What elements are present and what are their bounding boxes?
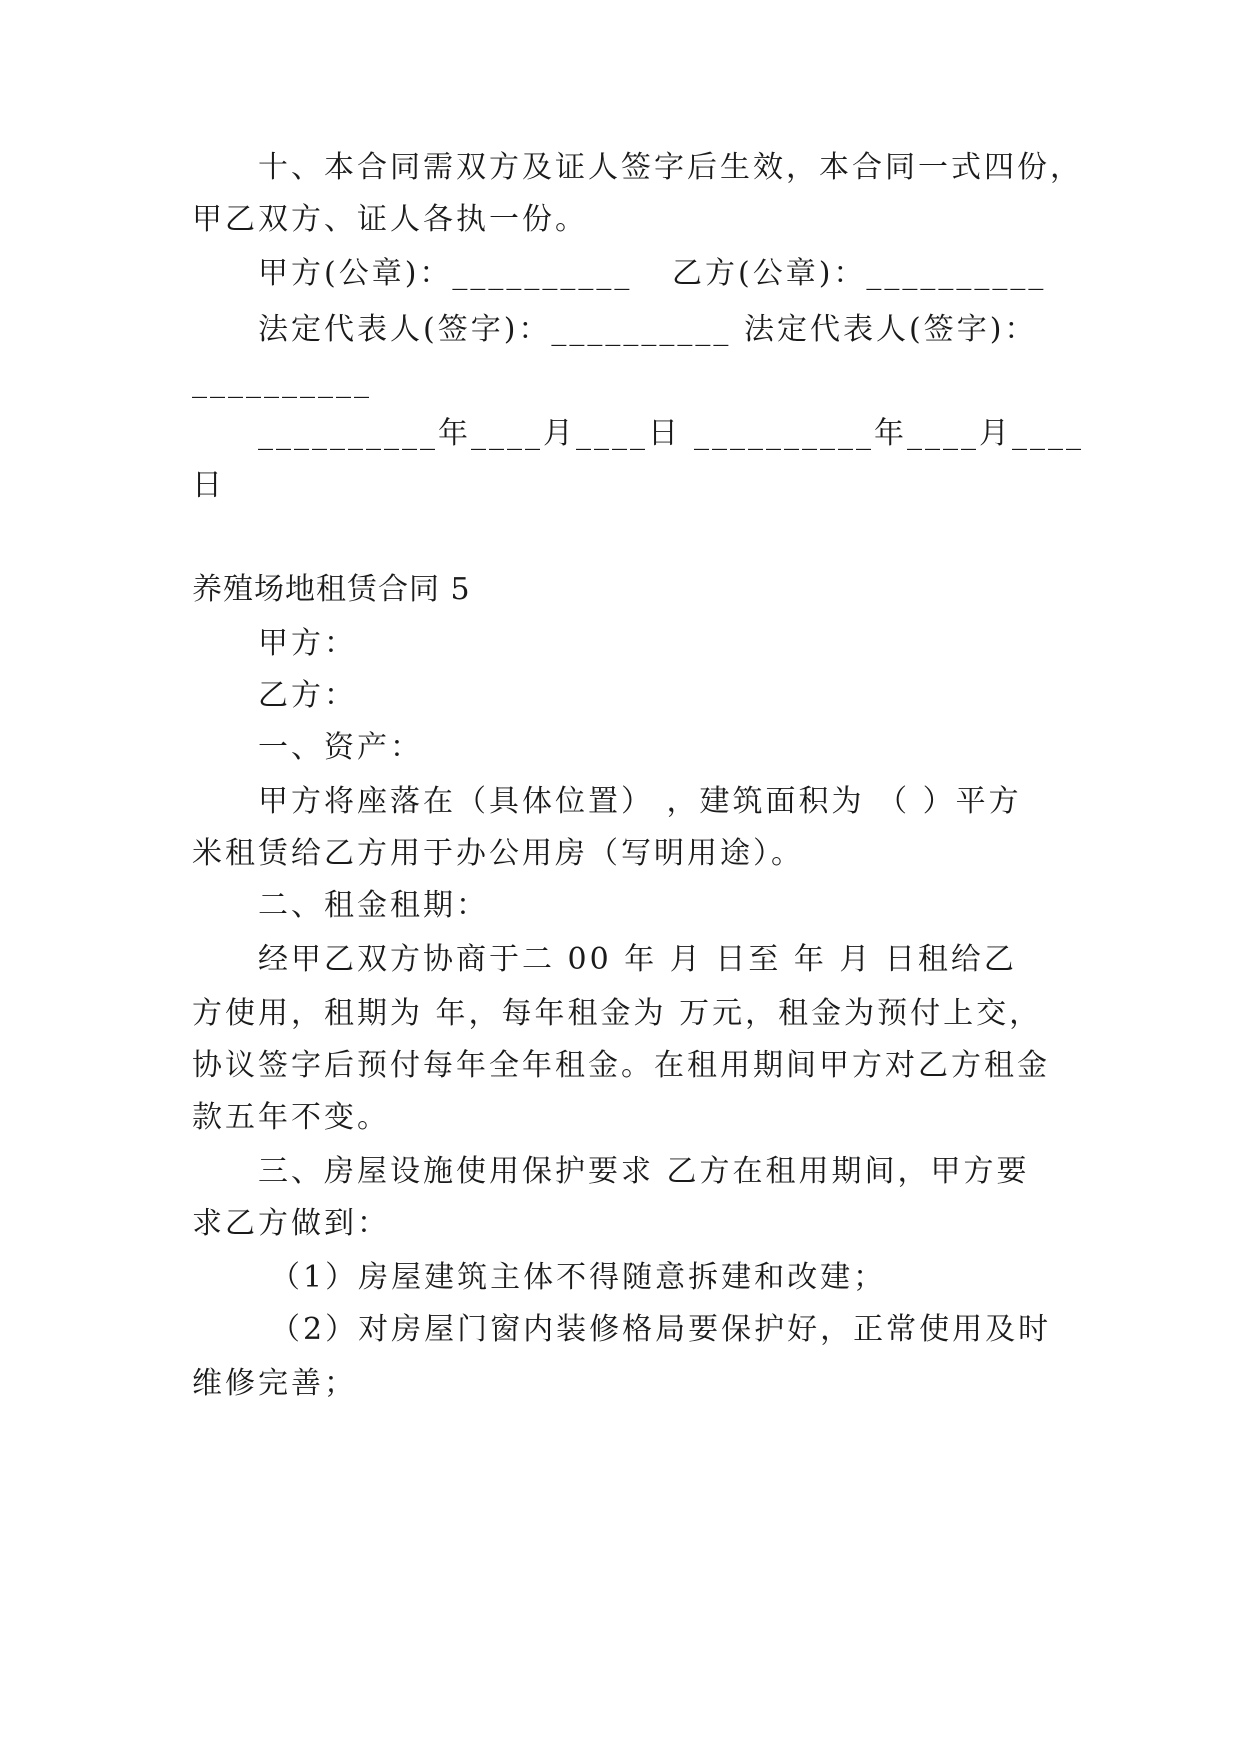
party-a-label: 甲方： [258, 626, 357, 661]
date-b: __________年____月____ [694, 416, 1084, 451]
date-a: __________年____月____日 [258, 416, 681, 451]
section-two-heading: 二、租金租期： [258, 888, 489, 923]
item-1: （1）房屋建筑主体不得随意拆建和改建； [270, 1260, 887, 1295]
clause-ten-line-2: 甲乙双方、证人各执一份。 [192, 202, 588, 237]
section-two-body-line-1: 经甲乙双方协商于二 00 年 月 日至 年 月 日租给乙 [258, 942, 1017, 977]
section-one-heading: 一、资产： [258, 730, 423, 765]
section-three-line-2: 求乙方做到： [192, 1206, 390, 1241]
section-three-line-1: 三、房屋设施使用保护要求 乙方在租用期间，甲方要 [258, 1154, 1030, 1189]
section-two-body-line-2: 方使用，租期为 年，每年租金为 万元，租金为预付上交， [192, 996, 1043, 1031]
rep-a-signature: 法定代表人(签字)：__________ [258, 312, 732, 347]
clause-ten-line-1: 十、本合同需双方及证人签字后生效，本合同一式四份， [258, 150, 1083, 185]
section-one-body-line-2: 米租赁给乙方用于办公用房（写明用途）。 [192, 836, 804, 871]
party-a-seal: 甲方(公章)：__________ [258, 256, 633, 291]
item-2-line-1: （2）对房屋门窗内装修格局要保护好，正常使用及时 [270, 1312, 1052, 1347]
item-2-line-2: 维修完善； [192, 1366, 357, 1401]
contract-title: 养殖场地租赁合同 5 [192, 572, 471, 607]
rep-b-signature: 法定代表人(签字)： [744, 312, 1038, 347]
section-two-body-line-4: 款五年不变。 [192, 1100, 390, 1135]
party-b-label: 乙方： [258, 678, 357, 713]
rep-b-blank: __________ [192, 364, 372, 399]
party-b-seal: 乙方(公章)：__________ [672, 256, 1047, 291]
date-b-day: 日 [192, 468, 225, 503]
section-one-body-line-1: 甲方将座落在（具体位置） ，建筑面积为 （ ）平方 [258, 784, 1022, 819]
section-two-body-line-3: 协议签字后预付每年全年租金。在租用期间甲方对乙方租金 [192, 1048, 1050, 1083]
